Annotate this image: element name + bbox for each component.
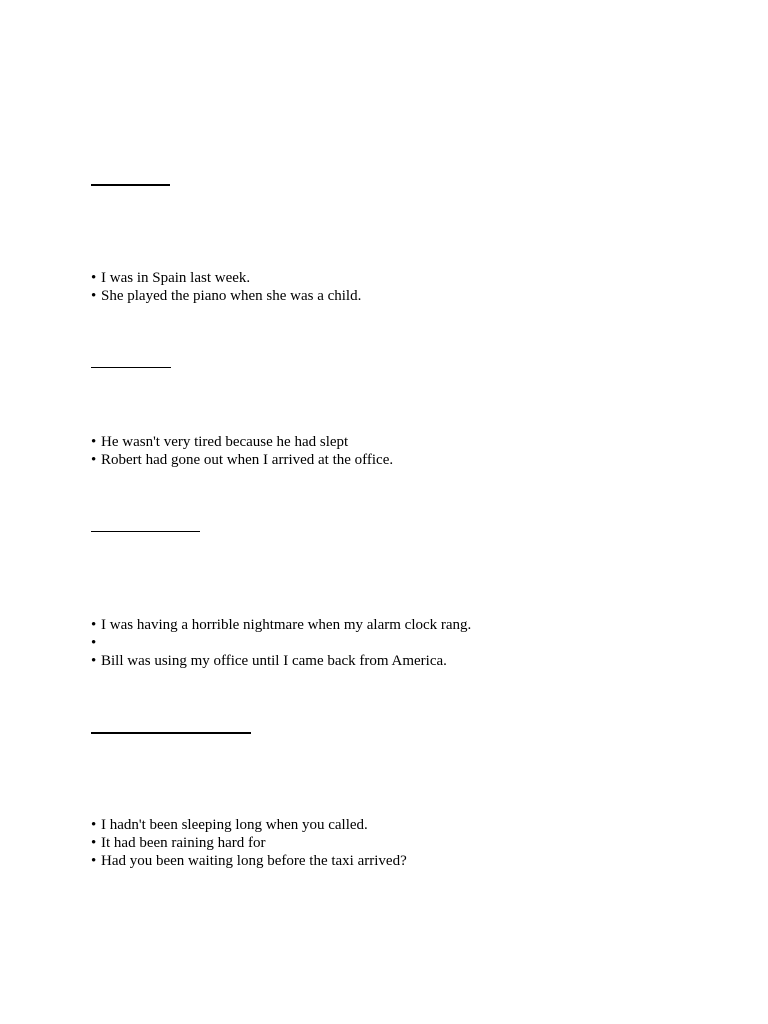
bullet-icon: • (91, 452, 97, 468)
section-3-example-list (91, 616, 471, 670)
list-item (91, 287, 361, 305)
section-2-example-list (91, 433, 393, 469)
bullet-icon: • (91, 853, 97, 869)
bullet-icon: • (91, 617, 97, 633)
bullet-icon: • (91, 835, 97, 851)
bullet-icon: • (91, 817, 97, 833)
bullet-icon: • (91, 288, 97, 304)
list-item (91, 433, 393, 451)
example-text: He wasn't very tired because he had slept (101, 434, 349, 450)
example-text: Had you been waiting long before the taxi arrived? (101, 853, 407, 869)
list-item (91, 834, 407, 852)
list-item (91, 616, 471, 634)
section-1-heading-underline (91, 184, 170, 186)
section-2-heading-underline (91, 367, 171, 368)
bullet-icon: • (91, 434, 97, 450)
example-text: It had been raining hard for (101, 835, 266, 851)
section-4-heading-underline (91, 732, 251, 734)
list-item (91, 816, 407, 834)
section-3-heading-underline (91, 531, 200, 532)
example-text: I hadn't been sleeping long when you called. (101, 817, 368, 833)
example-text: Bill was using my office until I came back from America. (101, 653, 447, 669)
list-item (91, 652, 471, 670)
list-item (91, 634, 471, 652)
bullet-icon: • (91, 653, 97, 669)
section-1-example-list (91, 269, 361, 305)
section-4-example-list (91, 816, 407, 870)
list-item (91, 269, 361, 287)
list-item (91, 451, 393, 469)
list-item (91, 852, 407, 870)
example-text: I was having a horrible nightmare when my alarm clock rang. (101, 617, 472, 633)
bullet-icon: • (91, 635, 97, 651)
example-text: She played the piano when she was a child. (101, 288, 362, 304)
example-text: Robert had gone out when I arrived at the office. (101, 452, 394, 468)
example-text: I was in Spain last week. (101, 270, 251, 286)
bullet-icon: • (91, 270, 97, 286)
